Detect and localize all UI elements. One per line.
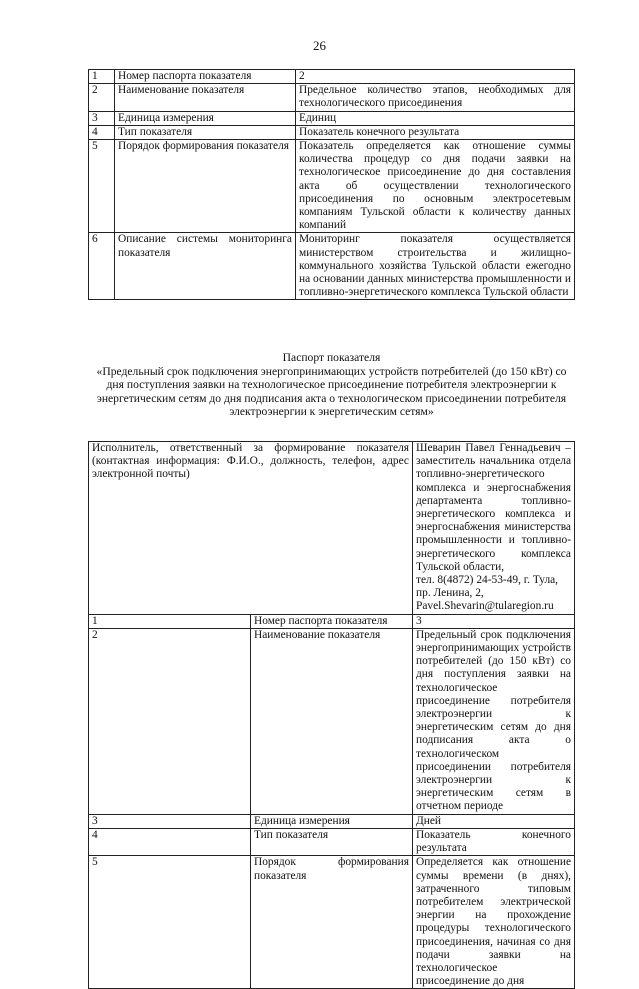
row-label: Наименование показателя [251,628,413,814]
row-label: Единица измерения [251,814,413,828]
row-label: Тип показателя [115,125,296,139]
passport-heading-title: Паспорт показателя [282,351,381,364]
row-number: 5 [89,140,115,233]
row-label: Тип показателя [251,828,413,855]
row-label: Наименование показателя [115,84,296,111]
table-row [89,814,575,828]
row-label: Номер паспорта показателя [251,614,413,628]
table-row [89,233,575,300]
row-number: 3 [89,111,115,125]
row-label: Порядок формирования показателя [251,856,413,989]
executor-value [413,442,575,615]
table-row [89,111,575,125]
row-value: 2 [296,70,575,84]
row-number: 5 [89,856,251,989]
row-value: Единиц [296,111,575,125]
indicator-passport-table-3 [88,441,575,989]
row-number: 4 [89,828,251,855]
row-number: 4 [89,125,115,139]
row-label: Номер паспорта показателя [115,70,296,84]
executor-label: Исполнитель, ответственный за формирование показателя (контактная информация: Ф.И.О., должность, телефон, адрес электронной почты) [89,442,413,615]
row-number: 6 [89,233,115,300]
row-value: Предельное количество этапов, необходимых для технологического присоединения [296,84,575,111]
row-value: Показатель конечного результата [296,125,575,139]
row-value: Определяется как отношение суммы времени (в днях), затраченного типовым потребителем электрической энергии на прохождение процедуры технологического присоединения, начиная со дня подачи заявки на технологическое присоединение до дня [413,856,575,989]
row-value: Дней [413,814,575,828]
table-row [89,70,575,84]
executor-email: Pavel.Shevarin@tularegion.ru [416,600,554,613]
table-row [89,628,575,814]
row-label: Описание системы мониторинга показателя [115,233,296,300]
executor-name-position: Шеварин Павел Геннадьевич – заместитель начальника отдела топливно-энергетического комплекса и энергоснабжения департамента топливно-энергетического комплекса и энергоснабжения министерства промышленности и топливно-энергетического комплекса Тульской области, [416,442,571,573]
row-value: Показатель конечного результата [413,828,575,855]
executor-phone-address: тел. 8(4872) 24-53-49, г. Тула, пр. Ленина, 2, [416,574,559,600]
executor-row [89,442,575,615]
passport-heading [88,351,575,419]
table-row [89,856,575,989]
indicator-passport-table-2 [88,69,575,300]
passport-heading-subtitle: «Предельный срок подключения энергопринимающих устройств потребителей (до 150 кВт) со дня поступления заявки на технологическое присоединение потребителя электроэнергии к энергетическим сетям до дня подписания акта о технологическом присоединении потребителя электроэнергии к энергетическим сетям» [96,364,567,419]
row-value: Мониторинг показателя осуществляется министерством строительства и жилищно-коммунального хозяйства Тульской области ежегодно на основании данных министерства промышленности и топливно-энергетического комплекса Тульской области [296,233,575,300]
row-label: Единица измерения [115,111,296,125]
row-value: Показатель определяется как отношение суммы количества процедур со дня подачи заявки на технологическое присоединение до дня составления акта об осуществлении технологического присоединения по основным электросетевым компаниям Тульской области к количеству данных компаний [296,140,575,233]
row-number: 3 [89,814,251,828]
table-row [89,614,575,628]
row-value: Предельный срок подключения энергопринимающих устройств потребителей (до 150 кВт) со дня поступления заявки на технологическое присоединение потребителя электроэнергии к энергетическим сетям до дня подписания акта о технологическом присоединении потребителя электроэнергии к энергетическим сетям в отчетном периоде [413,628,575,814]
row-number: 1 [89,70,115,84]
table-row [89,84,575,111]
row-label: Порядок формирования показателя [115,140,296,233]
row-number: 2 [89,628,251,814]
table-row [89,828,575,855]
table-row [89,140,575,233]
row-number: 1 [89,614,251,628]
row-value: 3 [413,614,575,628]
table-row [89,125,575,139]
page-number: 26 [313,38,326,53]
row-number: 2 [89,84,115,111]
